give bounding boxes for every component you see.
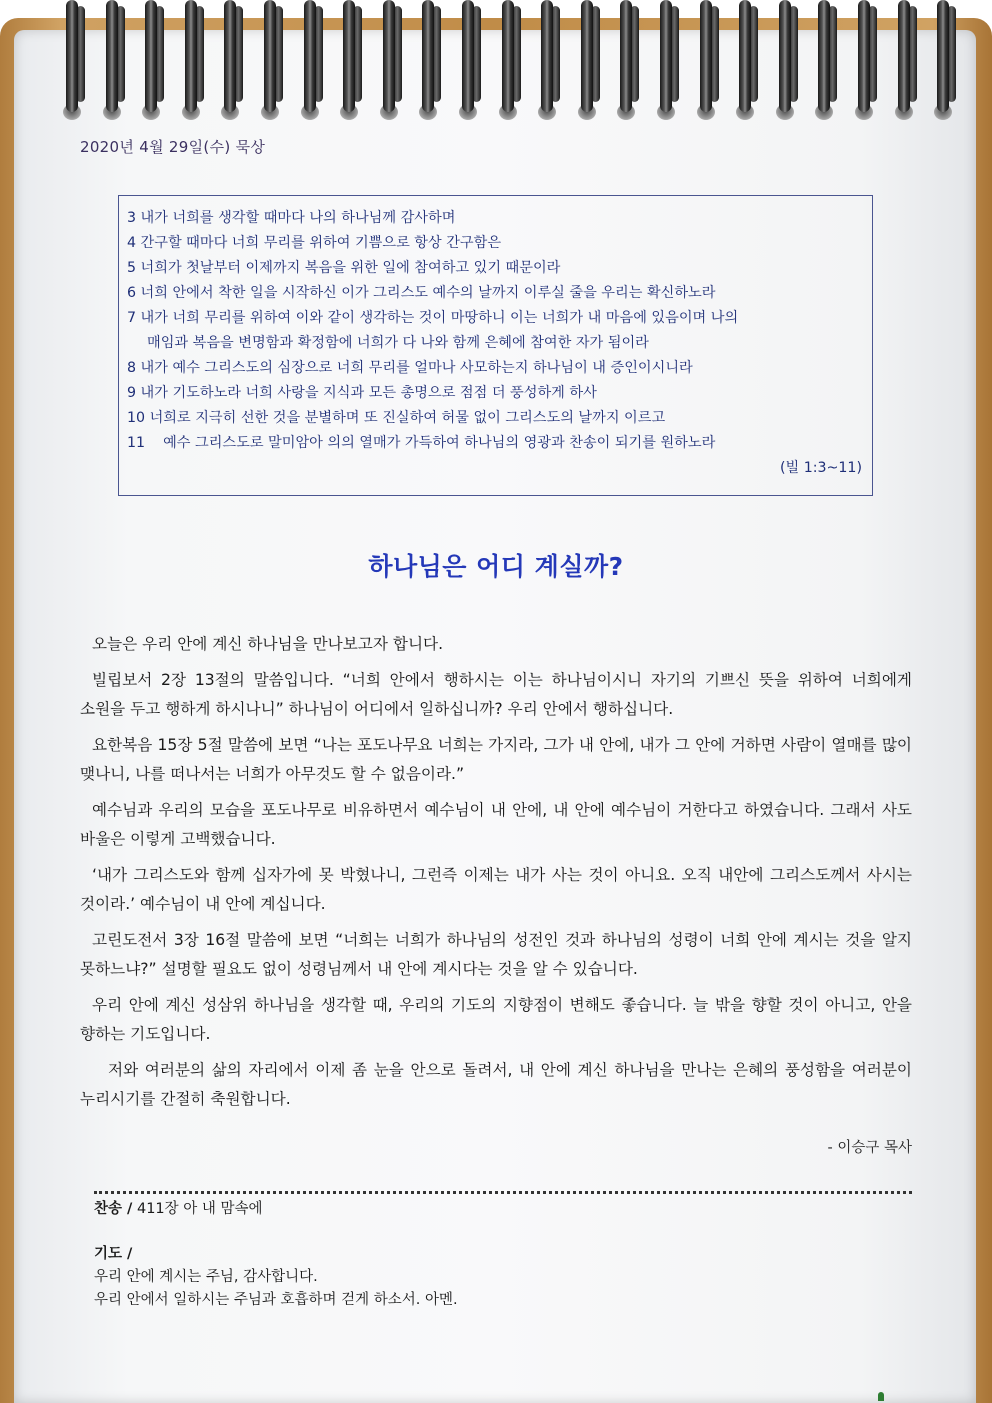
spiral-ring — [141, 0, 167, 120]
sermon-body — [80, 630, 912, 1121]
sermon-paragraph: ‘내가 그리스도와 함께 십자가에 못 박혔나니, 그런즉 이제는 내가 사는 것이 아니요. 오직 내안에 그리스도께서 사시는 것이라.’ 예수님이 내 안에 계십니다. — [80, 866, 912, 913]
spiral-ring — [220, 0, 246, 120]
verse-line: 10 너희로 지극히 선한 것을 분별하며 또 진실하여 허물 없이 그리스도의 날까지 이르고 — [127, 410, 666, 426]
verse-line: 9 내가 기도하노라 너희 사랑을 지식과 모든 총명으로 점점 더 풍성하게 하사 — [127, 385, 597, 401]
sermon-paragraph: 요한복음 15장 5절 말씀에 보면 “나는 포도나무요 너희는 가지라, 그가 내 안에, 내가 그 안에 거하면 사람이 열매를 많이 맺나니, 나를 떠나서는 너희가 아무것도 할 수 없음이라.” — [80, 736, 912, 783]
dotted-divider — [94, 1181, 912, 1194]
spiral-ring — [102, 0, 128, 120]
spiral-binding — [0, 0, 992, 140]
spiral-ring — [339, 0, 365, 120]
sermon-paragraph: 우리 안에 계신 성삼위 하나님을 생각할 때, 우리의 기도의 지향점이 변해도 좋습니다. 늘 밖을 향할 것이 아니고, 안을 향하는 기도입니다. — [80, 996, 912, 1043]
spiral-ring — [260, 0, 286, 120]
sermon-paragraph: 예수님과 우리의 모습을 포도나무로 비유하면서 예수님이 내 안에, 내 안에 예수님이 거한다고 하였습니다. 그래서 사도 바울은 이렇게 고백했습니다. — [80, 801, 912, 848]
spiral-ring — [379, 0, 405, 120]
corner-mark — [878, 1392, 884, 1401]
spiral-ring — [498, 0, 524, 120]
sermon-title: 하나님은 어디 계실까? — [368, 552, 624, 581]
spiral-ring — [894, 0, 920, 120]
verse-line: 5 너희가 첫날부터 이제까지 복음을 위한 일에 참여하고 있기 때문이라 — [127, 260, 561, 276]
hymn-label: 찬송 / — [94, 1201, 133, 1217]
prayer-label: 기도 / — [94, 1246, 133, 1262]
closing-section — [94, 1198, 912, 1312]
hymn-line — [94, 1198, 912, 1221]
sermon-paragraph: 빌립보서 2장 13절의 말씀입니다. “너희 안에서 행하시는 이는 하나님이시니 자기의 기쁘신 뜻을 위하여 너희에게 소원을 두고 행하게 하시나니” 하나님이 어디에서 일하십니까? 우리 안에서 행하십니다. — [80, 671, 912, 718]
spiral-ring — [537, 0, 563, 120]
spiral-ring — [577, 0, 603, 120]
prayer-line: 우리 안에서 일하시는 주님과 호흡하며 걷게 하소서. 아멘. — [94, 1292, 458, 1308]
verse-line: 8 내가 예수 그리스도의 심장으로 너희 무리를 얼마나 사모하는지 하나님이 내 증인이시니라 — [127, 360, 693, 376]
verse-line: 6 너희 안에서 착한 일을 시작하신 이가 그리스도 예수의 날까지 이루실 줄을 우리는 확신하노라 — [127, 285, 716, 301]
spiral-ring — [735, 0, 761, 120]
spiral-ring — [854, 0, 880, 120]
hymn-value: 411장 아 내 맘속에 — [136, 1201, 263, 1217]
sermon-paragraph: 고린도전서 3장 16절 말씀에 보면 “너희는 너희가 하나님의 성전인 것과 하나님의 성령이 너희 안에 계시는 것을 알지 못하느냐?” 설명할 필요도 없이 성령님께서 내 안에 계시다는 것을 알 수 있습니다. — [80, 931, 912, 978]
verse-line: 3 내가 너희를 생각할 때마다 나의 하나님께 감사하며 — [127, 210, 456, 226]
spiral-ring — [656, 0, 682, 120]
spiral-ring — [814, 0, 840, 120]
spiral-ring — [616, 0, 642, 120]
spiral-ring — [458, 0, 484, 120]
spiral-ring — [181, 0, 207, 120]
verse-line: 11 예수 그리스도로 말미암아 의의 열매가 가득하여 하나님의 영광과 찬송이 되기를 원하노라 — [127, 435, 716, 451]
author-signature: - 이승구 목사 — [827, 1140, 912, 1156]
sermon-paragraph: 오늘은 우리 안에 계신 하나님을 만나보고자 합니다. — [92, 635, 444, 653]
meditation-date: 2020년 4월 29일(수) 묵상 — [80, 138, 266, 156]
spiral-ring — [933, 0, 959, 120]
verse-line: 4 간구할 때마다 너희 무리를 위하여 기쁨으로 항상 간구함은 — [127, 235, 502, 251]
verse-line: 7 내가 너희 무리를 위하여 이와 같이 생각하는 것이 마땅하니 이는 너희가 내 마음에 있음이며 나의 — [127, 310, 739, 326]
spiral-ring — [696, 0, 722, 120]
scripture-box — [118, 195, 873, 496]
scripture-reference: (빌 1:3~11) — [779, 460, 862, 476]
spiral-ring — [62, 0, 88, 120]
prayer-line: 우리 안에 계시는 주님, 감사합니다. — [94, 1269, 318, 1285]
spiral-ring — [775, 0, 801, 120]
spiral-ring — [418, 0, 444, 120]
sermon-paragraph: 저와 여러분의 삶의 자리에서 이제 좀 눈을 안으로 돌려서, 내 안에 계신 하나님을 만나는 은혜의 풍성함을 여러분이 누리시기를 간절히 축원합니다. — [80, 1061, 912, 1108]
verse-line: 매임과 복음을 변명함과 확정함에 너희가 다 나와 함께 은혜에 참여한 자가 됨이라 — [147, 335, 649, 351]
spiral-ring — [300, 0, 326, 120]
